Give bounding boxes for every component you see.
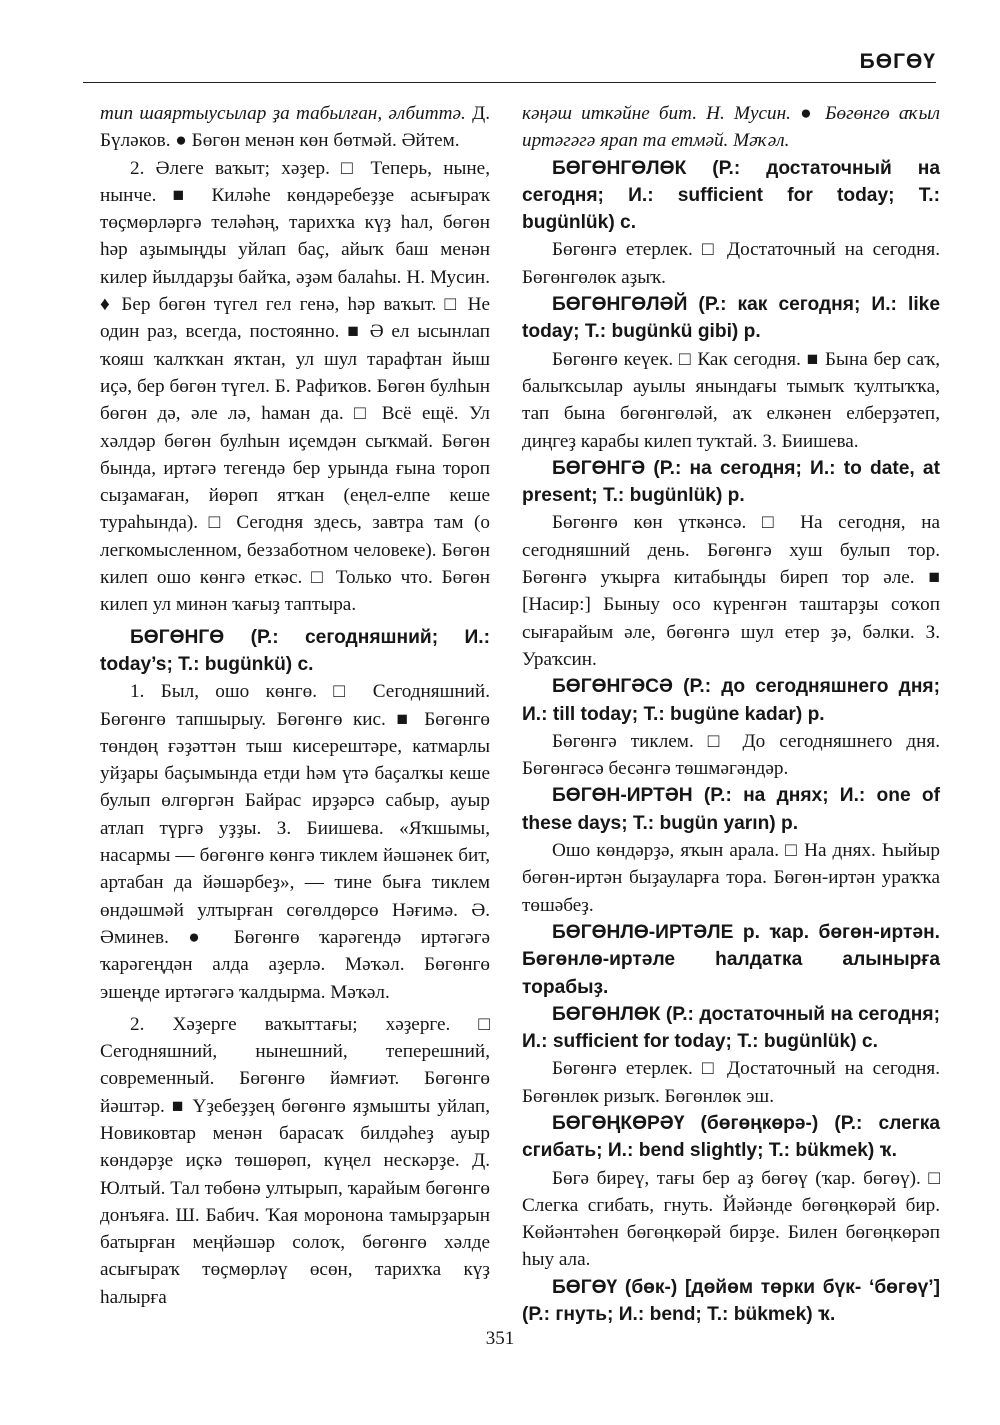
right-p0 xyxy=(522,100,940,155)
left-p1-s0: 2. Әлеге ваҡыт; хәҙер. □ Теперь, ныне, нынче. ■ Киләһе көндәребеҙҙе асығыраҡ төҫмөрләргә теләһәң, тарихҡа күҙ һал, бөгөн һәр аҙымыңды уйлап баҫ, айыҡ баш менән килер йылдарҙы байҡа, әҙәм балаһы. Н. Мусин. xyxy=(100,157,490,288)
left-p1-s1: ♦ Бер бөгөн түгел гел генә, һәр ваҡыт. □ Не один раз, всегда, постоянно. ■ Ә ел ысынлап ҡояш ҡалҡҡан яҡтан, ул шул тарафтан йыш иҫә, бер бөгөн түгел. Б. Рафиҡов. xyxy=(100,294,490,397)
header-headword: БӨГӨҮ xyxy=(859,50,936,73)
entry-bogonlo-irtale xyxy=(522,919,940,1001)
left-p3-s0: 1. Был, ошо көнгө. □ Сегодняшний. Бөгөнгө тапшырыу. Бөгөнгө кис. ■ Бөгөнгө төндөң ғәҙәттән тыш кисерештәре, катмарлы уйҙары баҫымында етди һәм үтә баҫалҡы кеше булып өлгөргән Байрас ирҙәрсә сабыр, ауыр атлап түргә уҙҙы. З. Биишева. «Яҡшымы, насармы — бөгөнгө көнгә тиклем йәшәнек бит, артабан да йәшәрбеҙ», — тине быға тиклем өндәшмәй ултырған сөгөлдөрсө Нәғимә. Ә. Әминев. ● Бөгөнгө ҡарәгендә иртәгәгә ҡарәгеңдән алда аҙерлә. Мәҡәл. Бөгөнгө эшеңде иртәгәгә ҡалдырма. Мәҡәл. xyxy=(100,681,490,1003)
right-p5-s0: БӨГӨНГӘ (Р.: на сегодня; И.: to date, at present; Т.: bugünlük) р. xyxy=(522,457,940,507)
left-column xyxy=(100,100,490,1316)
left-p3 xyxy=(100,678,490,1006)
entry-bogongo xyxy=(100,624,490,679)
entry-bogon-irtan xyxy=(522,782,940,837)
right-p13-s0: Бөгөнгә етерлек. □ Достаточный на сегодня. Бөгөнлөк ризыҡ. Бөгөнлөк эш. xyxy=(522,1058,940,1107)
right-p13 xyxy=(522,1055,940,1110)
right-p3-s0: БӨГӨНГӨЛӘЙ (Р.: как сегодня; И.: like today; Т.: bugünkü gibi) р. xyxy=(522,294,940,343)
right-p1-s0: БӨГӨНГӨЛӨК (Р.: достаточный на сегодня; И.: sufficient for today; Т.: bugünlük) с. xyxy=(522,157,940,234)
right-p8 xyxy=(522,728,940,783)
entry-bogonkorau xyxy=(522,1110,940,1165)
right-p12-s0: БӨГӨНЛӨК (Р.: достаточный на сегодня; И.: sufficient for today; Т.: bugünlük) с. xyxy=(522,1003,940,1053)
left-p4-s0: 2. Хәҙерге ваҡыттағы; хәҙерге. □ Сегодняшний, нынешний, теперешний, современный. Бөгөнгө йәмғиәт. Бөгөнгө йәштәр. ■ Үҙебеҙҙең бөгөнгө яҙмышты уйлап, Новиковтар менән барасаҡ билдәһеҙ ауыр көндәрҙе иҫкә төшөрөп, күңел нескәрҙе. Д. Юлтый. Тал төбөнә ултырып, ҡарайым бөгөнгө донъяға. Ш. Бабич. Ҡая моронона тамырҙарын батырған меңйәшәр солоҡ, бөгөнгө хәлде асығыраҡ төҫмөрләү өсөн, тарихҡа күҙ һалырға xyxy=(100,1013,490,1308)
right-p6 xyxy=(522,509,940,673)
right-p0-s0: кәңәш иткәйне бит. Н. Мусин. ● Бөгөнгө аҡыл иртәгәгә ярап та етмәй. Мәҡәл. xyxy=(522,103,940,152)
right-p2-s0: Бөгөнгә етерлек. □ Достаточный на сегодня. Бөгөнгөлөк аҙыҡ. xyxy=(522,239,940,288)
left-p0-s0: тип шаяртыусылар ҙа табылған, әлбиттә. xyxy=(100,103,466,124)
entry-bogongasa xyxy=(522,673,940,728)
entry-bogonlok xyxy=(522,1001,940,1056)
right-p4-s0: Бөгөнгө кеүек. □ Как сегодня. ■ Бына бер саҡ, балыҡсылар ауылы янындағы тымыҡ ҡултыҡҡа, тап бына бөгөнгөләй, аҡ елкәнен елберҙәтеп, диңгеҙ карабы килеп туҡтай. З. Биишева. xyxy=(522,348,940,452)
page-number: 351 xyxy=(485,1328,515,1349)
right-column xyxy=(522,100,940,1328)
right-p4 xyxy=(522,346,940,455)
entry-bogongolok xyxy=(522,155,940,237)
right-p14-s0: БӨГӨҢКӨРӘҮ (бөгөңкөрә-) (Р.: слегка сгибать; И.: bend slightly; Т.: bükmek) ҡ. xyxy=(522,1112,940,1162)
right-p8-s0: Бөгөнгә тиклем. □ До сегодняшнего дня. Бөгөнгәсә бесәнгә төшмәгәндәр. xyxy=(522,730,940,780)
left-p4 xyxy=(100,1011,490,1311)
right-p10-s0: Ошо көндәрҙә, яҡын арала. □ На днях. Һыйыр бөгөн-иртән быҙауларға тора. Бөгөн-иртән ураҡҡа төшәбеҙ. xyxy=(522,840,940,916)
left-p1-s2: Бөгөн булһын бөгөн дә, әле лә, һаман да. □ Всё ещё. Ул хәлдәр бөгөн булһын иҫемдән сыҡмай. Бөгөн бында, иртәгә тегендә бер урында ғына тороп сыҙамаған, йөрөп ятҡан (еңел-елпе кеше тураһында). □ Сегодня здесь, завтра там (о легкомысленном, беззаботном человеке). Бөгөн килеп ошо көнгә еткәс. □ Только что. Бөгөн килеп ул минән ҡағыҙ таптыра. xyxy=(100,375,490,616)
right-p10 xyxy=(522,837,940,919)
left-p0-s1: Д. Бүләков. ● Бөгөн менән көн бөтмәй. Әйтем. xyxy=(100,103,491,152)
entry-bogou xyxy=(522,1274,940,1329)
entry-bogonga xyxy=(522,455,940,510)
right-p2 xyxy=(522,236,940,291)
right-p15 xyxy=(522,1165,940,1274)
left-p0 xyxy=(100,100,490,155)
entry-bogongolay xyxy=(522,291,940,346)
left-p1 xyxy=(100,155,490,619)
right-p9-s0: БӨГӨН-ИРТӘН (Р.: на днях; И.: one of these days; Т.: bugün yarın) р. xyxy=(522,785,940,834)
right-p11-s0: БӨГӨНЛӨ-ИРТӘЛЕ р. ҡар. бөгөн-иртән. Бөгөнлө-иртәле һалдатка алынырға торабыҙ. xyxy=(522,921,940,998)
right-p6-s0: Бөгөнгө көн үткәнсә. □ На сегодня, на сегодняшний день. Бөгөнгә хуш булып тор. Бөгөнгә уҡырға китабыңды биреп тор әле. ■ [Насир:] Быныу осо күренгән таштарҙы соҡоп сығарайым әле, бөгөнгә шул етер ҙә, бәлки. З. Ураҡсин. xyxy=(522,512,940,670)
right-p15-s0: Бөгә биреү, тағы бер аҙ бөгөү (ҡар. бөгөү). □ Слегка сгибать, гнуть. Йәйәнде бөгөңкөрәй бир. Көйәнтәһен бөгөңкөрәй бирҙе. Билен бөгөңкөрәп һыу ала. xyxy=(522,1167,940,1271)
right-p16-s0: БӨГӨҮ (бөк-) [дөйөм төрки бүк- ‘бөгөү’] (Р.: гнуть; И.: bend; Т.: bükmek) ҡ. xyxy=(522,1276,940,1326)
right-p7-s0: БӨГӨНГӘСӘ (Р.: до сегодняшнего дня; И.: till today; Т.: bugüne kadar) р. xyxy=(522,676,940,725)
left-p2-s0: БӨГӨНГӨ (Р.: сегодняшний; И.: today’s; Т.: bugünkü) с. xyxy=(100,626,490,675)
running-header xyxy=(83,44,936,83)
